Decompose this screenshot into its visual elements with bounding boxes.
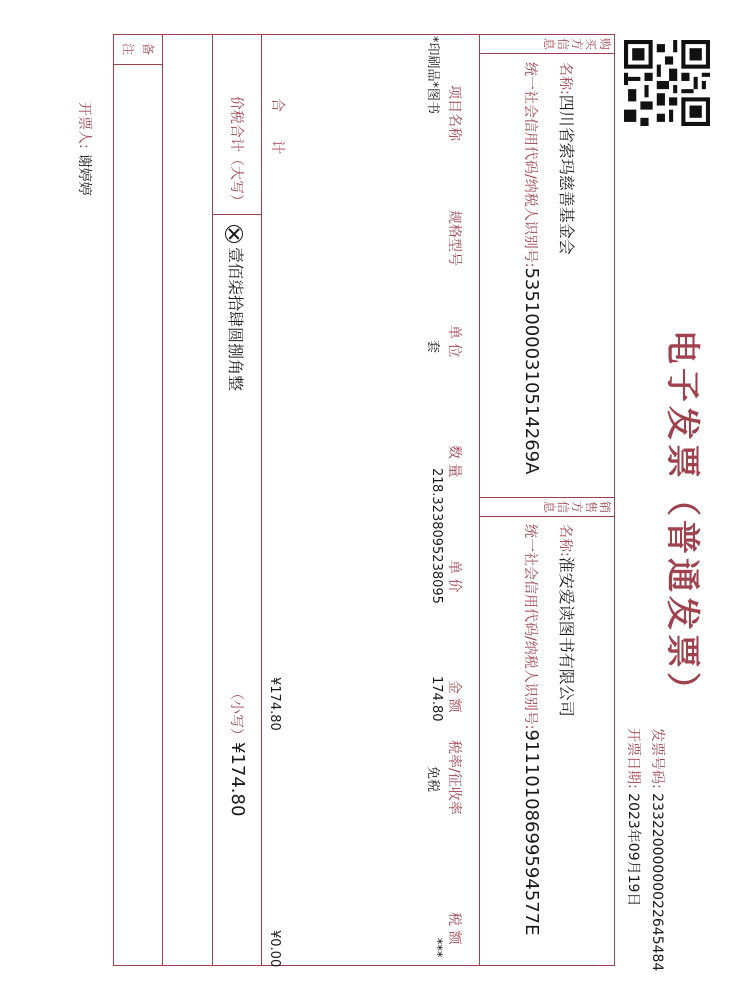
item-tax: *** bbox=[429, 938, 444, 958]
seller-name-label: 名称: bbox=[557, 524, 573, 557]
divider-party bbox=[479, 34, 480, 966]
seller-section-label: 销 售 方 信 息 bbox=[542, 500, 612, 513]
seller-name-row bbox=[556, 524, 579, 717]
issuer-label: 开票人: bbox=[76, 102, 92, 149]
item-unit: 套 bbox=[425, 340, 440, 354]
buyer-name-row bbox=[556, 62, 579, 255]
item-amount: 174.80 bbox=[429, 676, 444, 722]
item-qty: 21 bbox=[429, 468, 444, 485]
header-rate: 税率/征收率 bbox=[446, 740, 462, 815]
item-name: *印刷品*图书 bbox=[425, 36, 440, 115]
header-item-name: 项目名称 bbox=[446, 85, 462, 141]
header-tax: 税 额 bbox=[446, 912, 462, 945]
small-total-value: ¥174.80 bbox=[227, 742, 248, 817]
buyer-tax-label: 统一社会信用代码/纳税人识别号: bbox=[522, 62, 538, 268]
party-divider bbox=[480, 497, 615, 498]
seller-tax-id: 91110108699594577E bbox=[521, 729, 542, 936]
in-words-row bbox=[225, 225, 248, 391]
issuer-name: 谢婷婷 bbox=[76, 153, 92, 196]
item-rate: 免税 bbox=[425, 766, 440, 793]
buyer-tax-id: 53510000310514269A bbox=[521, 267, 542, 475]
invoice-date-label: 开票日期: bbox=[625, 728, 641, 789]
issuer-row bbox=[75, 102, 95, 196]
invoice-number: 23322000000022645484 bbox=[649, 793, 665, 972]
divider-words bbox=[212, 34, 213, 966]
header-qty: 数 量 bbox=[446, 445, 462, 478]
in-words-value: 壹佰柒拾肆圆捌角整 bbox=[226, 247, 245, 392]
divider-total bbox=[162, 34, 163, 966]
buyer-tax-row bbox=[521, 62, 542, 474]
total-label: 合 计 bbox=[269, 98, 285, 154]
seller-label-divider bbox=[480, 516, 615, 517]
seller-name: 淮安爱读图书有限公司 bbox=[557, 556, 576, 717]
header-price: 单 价 bbox=[446, 560, 462, 593]
remarks-label: 备 注 bbox=[121, 42, 155, 55]
divider-items bbox=[261, 34, 262, 966]
in-words-label: 价税合计（大写） bbox=[228, 96, 244, 208]
invoice-date: 2023年09月19日 bbox=[625, 793, 641, 907]
item-price: 8.3238095238095 bbox=[429, 484, 444, 604]
header-amount: 金 额 bbox=[446, 680, 462, 713]
header-spec: 规格型号 bbox=[446, 210, 462, 266]
buyer-label-divider bbox=[480, 53, 615, 54]
seller-tax-label: 统一社会信用代码/纳税人识别号: bbox=[522, 524, 538, 730]
seal-icon bbox=[226, 225, 244, 243]
qr-code-icon bbox=[624, 40, 710, 126]
buyer-name: 四川省索玛慈善基金会 bbox=[557, 94, 576, 255]
invoice-title: 电子发票（普通发票） bbox=[662, 330, 702, 710]
buyer-section-label: 购 买 方 信 息 bbox=[542, 37, 612, 50]
invoice-number-label: 发票号码: bbox=[649, 728, 665, 789]
seller-tax-row bbox=[521, 524, 542, 936]
total-amount: ¥174.80 bbox=[267, 677, 282, 731]
header-unit: 单 位 bbox=[446, 325, 462, 358]
invoice-date-row bbox=[624, 728, 644, 906]
small-total-label: （小写） bbox=[228, 686, 244, 742]
buyer-name-label: 名称: bbox=[557, 62, 573, 95]
small-total-row bbox=[227, 686, 248, 816]
total-tax: ¥0.00 bbox=[267, 930, 282, 968]
invoice-number-row bbox=[648, 728, 668, 971]
words-divider bbox=[213, 214, 262, 215]
remarks-divider bbox=[113, 64, 163, 65]
